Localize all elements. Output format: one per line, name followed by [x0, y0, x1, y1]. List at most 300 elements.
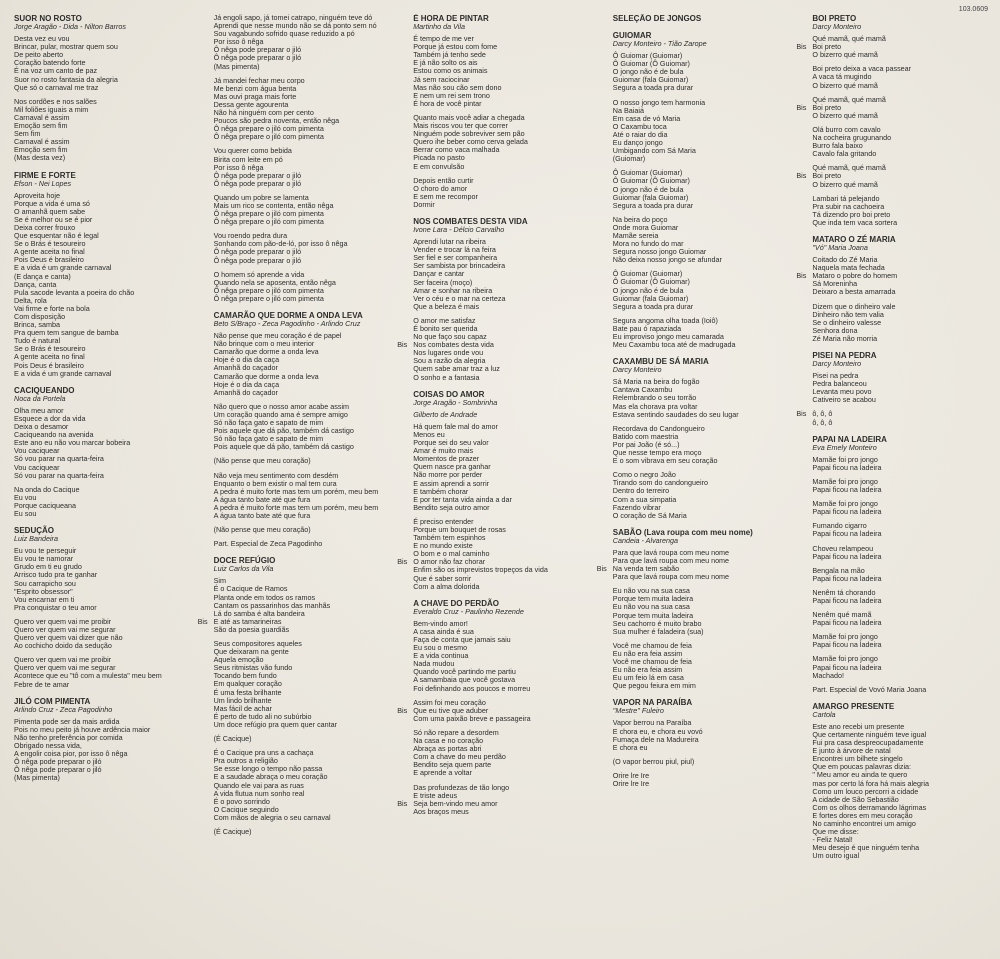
- lyric-line: Aos braços meus: [413, 806, 469, 816]
- lyric-line: Mamãe foi pro jongo: [812, 454, 878, 464]
- column-3: [397, 14, 587, 953]
- song-credits: Everaldo Cruz - Paulinho Rezende: [413, 606, 524, 616]
- lyric-line: Pois no meu peito já houve ardência maior: [14, 724, 151, 734]
- stanza: [413, 238, 587, 311]
- lyric-line: Febre de te amar: [14, 679, 70, 689]
- bis-marker: Bis: [397, 557, 408, 567]
- lyric-line: É na voz um canto de paz: [14, 66, 98, 76]
- lyric-line: Tocando bem fundo: [213, 671, 277, 681]
- lyric-line: Cantava Caxambu: [612, 385, 673, 395]
- lyric-line: Com os olhos derramando lágrimas: [812, 802, 927, 812]
- song-block: [596, 527, 787, 691]
- lyric-line: Não morre por perder: [413, 470, 483, 480]
- lyric-line: Deixa correr frouxo: [14, 222, 76, 232]
- song-block: [14, 526, 188, 689]
- stanza: [397, 697, 587, 723]
- stanza: [812, 500, 986, 516]
- lyric-line: A vaca tá mugindo: [812, 72, 872, 82]
- lyric-line: É o povo sorrindo: [213, 796, 270, 806]
- lyric-line: Pula sacode levanta a poeira do chão: [14, 287, 135, 297]
- lyric-line: É bonito ser querida: [413, 324, 478, 333]
- lyric-line: Qué mamã, qué mamã: [812, 163, 886, 173]
- bis-marker: Bis: [197, 616, 208, 626]
- lyric-line: É o Cacique pra uns a cachaça: [213, 748, 314, 758]
- lyric-line: (Mas pimenta): [14, 773, 60, 783]
- lyric-line: Aproveita hoje: [14, 190, 60, 200]
- lyric-line: Ô nêga pode preparar o jiló: [213, 170, 302, 180]
- lyric-line: Nenêm qué mamã: [812, 610, 872, 620]
- lyric-line: Seus ritmistas vão fundo: [213, 663, 293, 673]
- stanza: [812, 372, 986, 404]
- stanza: [14, 486, 188, 518]
- stanza: [214, 457, 388, 465]
- lyric-line: Fui pra casa despreocupadamente: [812, 738, 924, 748]
- lyric-line: Ô nêga pode preparar o jiló: [213, 53, 302, 63]
- lyric-line: Ser sambista por brincadeira: [413, 261, 506, 271]
- stanza: [812, 126, 986, 158]
- lyric-line: O coração de Sá Maria: [612, 510, 687, 520]
- song-credits: "Mestre" Fuleiro: [612, 706, 664, 716]
- lyric-line: Bengala na mão: [812, 565, 865, 575]
- stanza: [812, 611, 986, 627]
- lyric-line: Assim foi meu coração: [413, 697, 486, 707]
- song-title: FIRME E FORTE: [14, 170, 76, 180]
- lyric-line: Ao cochicho doido da sedução: [14, 641, 112, 651]
- lyric-line: E a vida é um grande carnaval: [14, 263, 112, 273]
- lyric-line: Coração batendo forte: [14, 58, 86, 68]
- lyric-line: Por isso ô nêga: [213, 162, 264, 172]
- lyric-line: Não brinque com o meu interior: [213, 339, 315, 349]
- lyric-line: Pisei na pedra: [812, 371, 859, 381]
- lyric-line: Que esquentar não é legal: [14, 231, 99, 241]
- lyric-line: Pimenta pode ser da mais ardida: [14, 716, 120, 726]
- lyric-line: Amar é muito mais: [413, 446, 474, 456]
- stanza: [397, 782, 587, 816]
- lyric-line: Picada no pasto: [413, 153, 465, 163]
- lyric-line: Bis Nos combates desta vida: [397, 340, 494, 350]
- lyric-line: Lambari tá pelejando: [812, 193, 880, 203]
- lyric-line: Bis Boi preto: [796, 171, 842, 181]
- lyric-line: Como um louco percorri a cidade: [812, 786, 919, 796]
- lyric-line: (Mas pimenta): [213, 61, 260, 71]
- lyric-line: Enfim são os imprevistos tropeços da vida: [413, 565, 548, 575]
- song-block: [397, 216, 587, 382]
- lyric-line: Birita com leite em pó: [213, 154, 283, 164]
- lyric-line: Sou carrapicho sou: [14, 578, 76, 588]
- song-credits: Jorge Aragão - Dida - Nilton Barros: [14, 22, 126, 31]
- lyric-line: Em casa de vó Maria: [612, 113, 681, 123]
- lyric-line: Só não faça gato e sapato de mim: [213, 434, 324, 444]
- song-credits: Arlindo Cruz - Zeca Pagodinho: [14, 704, 113, 714]
- lyric-line: Papai ficou na ladeira: [812, 529, 882, 539]
- stanza: [397, 315, 587, 382]
- lyric-line: Na beira do poço: [612, 214, 668, 224]
- stanza: [596, 547, 787, 582]
- lyric-line: Um outro igual: [812, 851, 860, 861]
- lyric-line: Pra conquistar o teu amor: [14, 602, 97, 612]
- lyric-line: Sua mulher é faladeira (sua): [612, 626, 704, 636]
- lyric-line: Na cocheira grugunando: [812, 133, 892, 143]
- lyric-line: O choro do amor: [413, 183, 468, 193]
- lyric-line: Porque tem muita ladeira: [612, 594, 694, 604]
- lyric-line: Olha meu amor: [14, 405, 64, 415]
- stanza: [14, 407, 188, 480]
- lyric-line: Ô nêga pode preparar o jiló: [213, 45, 302, 55]
- song-title: CACIQUEANDO: [14, 385, 75, 395]
- lyric-line: Que só o carnaval me traz: [14, 82, 99, 92]
- lyric-line: Hoje é o dia da caça: [213, 355, 280, 365]
- lyric-line: Ô nêga prepare o jiló com pimenta: [213, 124, 324, 134]
- lyric-line: Há quem fale mal do amor: [413, 421, 498, 431]
- lyric-line: Ô Guiomar (Ô Guiomar): [612, 176, 690, 186]
- lyric-line: Olá burro com cavalo: [812, 124, 881, 134]
- lyric-line: Um coração quando ama é sempre amigo: [213, 409, 348, 419]
- lyric-line: O bom e o mal caminho: [413, 549, 490, 559]
- lyric-line: Grudo em ti eu grudo: [14, 562, 82, 572]
- song-title: PISEI NA PEDRA: [812, 351, 877, 360]
- stanza: [613, 772, 787, 788]
- lyric-line: Esquece a dor da vida: [14, 413, 86, 423]
- lyric-line: Porque tem muita ladeira: [612, 610, 694, 620]
- lyric-line: Eu sou o mesmo: [413, 643, 468, 653]
- bis-marker: Bis: [397, 705, 408, 715]
- lyric-line: Que me disse:: [812, 827, 859, 837]
- stanza: [812, 195, 986, 227]
- lyric-line: Na onda do Cacique: [14, 484, 80, 494]
- stanza: [796, 163, 986, 189]
- song-block: [397, 598, 587, 816]
- lyric-line: Zé Maria não morria: [812, 333, 878, 343]
- song-block: [613, 14, 787, 23]
- lyric-line: Até o raiar do dia: [612, 129, 668, 139]
- column-1: [14, 14, 188, 953]
- lyric-line: De peito aberto: [14, 50, 64, 60]
- lyric-line: Quero ver quem vai me proibir: [14, 655, 112, 665]
- stanza: [214, 271, 388, 303]
- lyric-line: O homem só aprende a vida: [213, 269, 305, 279]
- song-credits: Candeia - Alvarenga: [612, 535, 679, 545]
- lyric-line: Vou caciquear: [14, 446, 60, 456]
- lyric-line: Qué mamã, qué mamã: [812, 34, 886, 44]
- lyric-line: Poucos são pedra noventa, então nêga: [213, 116, 340, 126]
- lyric-line: E sem me recompor: [413, 191, 478, 201]
- lyric-line: Mais um rico se contenta, então nêga: [213, 200, 334, 210]
- song-block: [14, 386, 188, 518]
- lyric-line: Senhora dona: [812, 325, 858, 335]
- lyric-line: Só vou parar na quarta-feira: [14, 454, 104, 464]
- lyric-line: Me benzi com água benta: [213, 83, 297, 93]
- lyric-line: Papai ficou na ladeira: [812, 485, 882, 495]
- lyric-line: Que em poucas palavras dizia:: [812, 762, 912, 772]
- song-title: PAPAI NA LADEIRA: [812, 434, 887, 444]
- lyric-line: E a vida é um grande carnaval: [14, 368, 112, 378]
- lyric-line: E junto à árvore de natal: [812, 746, 891, 756]
- lyric-line: Berrar como vaca malhada: [413, 145, 500, 155]
- stanza: [214, 472, 388, 521]
- stanza: [14, 718, 188, 783]
- lyric-line: É uma festa brilhante: [213, 687, 282, 697]
- lyric-line: Estava sentindo saudades do seu lugar: [612, 409, 739, 419]
- lyric-line: Ô nêga pode preparar o jiló: [14, 757, 102, 767]
- song-block: [397, 389, 587, 591]
- lyric-line: Também já tenho sede: [413, 50, 486, 60]
- lyric-line: Pois aquele que dá pão, também dá castigo: [213, 426, 354, 436]
- lyric-line: (Não pense que meu coração): [213, 456, 311, 466]
- lyric-line: Machado!: [812, 670, 844, 680]
- lyric-line: Mas não sou cão sem dono: [413, 82, 502, 92]
- lyric-line: Choveu relampeou: [812, 543, 874, 553]
- lyric-line: Que a beleza é mais: [413, 301, 480, 311]
- lyric-line: Seu cachorro é muito brabo: [612, 618, 702, 628]
- lyric-line: Se esse longo o tempo não passa: [213, 764, 323, 774]
- song-block: [14, 14, 188, 163]
- lyric-line: São da poesia guardiãs: [213, 624, 290, 634]
- lyric-line: Que certamente ninguém teve igual: [812, 730, 927, 739]
- lyric-line: Segura a toada pra durar: [612, 200, 694, 210]
- lyric-line: (O vapor berrou piul, piul): [612, 756, 695, 766]
- lyric-line: Nos lugares onde vou: [413, 348, 484, 358]
- lyric-line: Que é saber sorrir: [413, 573, 472, 583]
- stanza: [812, 655, 986, 679]
- lyric-line: O nosso jongo tem harmonia: [612, 97, 706, 107]
- lyric-line: Bendito seja quem parte: [413, 760, 492, 770]
- lyric-line: Pedra balanceou: [812, 379, 867, 389]
- stanza: [214, 194, 388, 226]
- lyric-line: A gente aceita no final: [14, 352, 85, 362]
- lyric-line: O bizerro qué mamã: [812, 110, 878, 120]
- lyric-line: O jongo não é de bula: [612, 285, 684, 295]
- lyric-line: Encontrei um bilhete singelo: [812, 754, 903, 764]
- lyric-line: Amanhã do caçador: [213, 363, 278, 373]
- stanza: [397, 516, 587, 591]
- lyric-line: Segura a toada pra durar: [612, 83, 694, 93]
- song-title: É HORA DE PINTAR: [413, 14, 489, 23]
- song-title: CAMARÃO QUE DORME A ONDA LEVA: [213, 311, 363, 320]
- lyric-line: Já engoli sapo, já tomei catrapo, ninguém teve dó: [213, 14, 373, 22]
- lyric-line: Desta vez eu vou: [14, 34, 70, 44]
- lyric-line: Delta, rola: [14, 295, 47, 305]
- lyric-line: Pra subir na cachoeira: [812, 201, 885, 211]
- lyric-line: A gente aceita no final: [14, 247, 85, 257]
- lyric-line: Tudo é natural: [14, 336, 61, 346]
- lyric-line: Quando nela se aposenta, então nêga: [213, 277, 336, 287]
- lyric-line: Por pai João (é só...): [612, 439, 680, 449]
- song-block: [613, 357, 787, 520]
- lyric-line: Eu vou te perseguir: [14, 546, 77, 556]
- lyric-line: Nenêm tá chorando: [812, 587, 876, 597]
- song-block: [812, 435, 986, 694]
- stanza: [613, 642, 787, 691]
- song-title: MATARO O ZÉ MARIA: [812, 234, 896, 244]
- lyric-line: Este ano recebi um presente: [812, 721, 905, 731]
- lyric-line: Com mãos de alegria o seu carnaval: [213, 812, 331, 822]
- lyric-line: Ô nêga pode preparar o jiló: [213, 255, 302, 265]
- lyric-line: Naquela mata fechada: [812, 263, 885, 273]
- song-credits: Darcy Monteiro: [612, 365, 662, 375]
- stanza: [613, 758, 787, 766]
- lyric-line: Se é melhor ou se é pior: [14, 214, 93, 224]
- song-title: A CHAVE DO PERDÃO: [413, 598, 499, 608]
- stanza: [812, 633, 986, 649]
- lyric-line: Quero ver quem vai dizer que não: [14, 633, 123, 643]
- lyric-line: Eu improviso jongo meu camarada: [612, 332, 724, 341]
- stanza: [14, 35, 188, 92]
- lyric-line: E assim aprendi a sorrir: [413, 478, 490, 488]
- lyric-line: Sem fim: [14, 129, 41, 139]
- stanza: [14, 547, 188, 612]
- lyric-line: Sá Moreninha: [812, 279, 858, 289]
- lyric-line: O jongo não é de bula: [612, 67, 684, 77]
- lyric-line: Este ano eu não vou marcar bobeira: [14, 438, 131, 448]
- lyric-line: Vapor berrou na Paraíba: [612, 718, 692, 728]
- stanza: [812, 65, 986, 89]
- song-credits: Jorge Aragão - Sombrinha: [413, 397, 498, 407]
- song-credits-extra: Gilberto de Andrade: [413, 409, 478, 419]
- lyric-line: Sou a razão da alegria: [413, 356, 486, 366]
- lyric-line: Quero ver quem vai me segurar: [14, 625, 116, 634]
- lyric-line: Mais riscos vou ter que correr: [413, 121, 508, 131]
- lyric-line: mas por certo lá fora há mais alegria: [812, 778, 930, 788]
- lyric-line: E triste adeus: [413, 790, 458, 800]
- stanza: [812, 723, 986, 861]
- song-credits: Beto S/Braço - Zeca Pagodinho - Arlindo Cruz: [213, 319, 361, 328]
- song-title: CAXAMBU DE SÁ MARIA: [612, 357, 709, 367]
- lyric-line: Aprendi que nesse mundo não se dá ponto sem nó: [213, 21, 377, 31]
- song-credits: Cartola: [812, 709, 836, 719]
- lyric-line: Ô nêga prepare o jiló com pimenta: [213, 209, 324, 219]
- column-2: [198, 14, 388, 953]
- song-title: BOI PRETO: [812, 14, 857, 23]
- lyric-line: Um lindo brilhante: [213, 695, 272, 705]
- lyric-line: E chora eu, e chora eu vovó: [612, 726, 703, 736]
- lyric-line: Eu não era feia assim: [612, 648, 683, 658]
- lyric-line: Arrisco tudo pra te ganhar: [14, 570, 98, 580]
- lyric-line: Guiomar (fala Guiomar): [612, 293, 689, 303]
- lyric-line: A cidade de São Sebastião: [812, 794, 899, 804]
- stanza: [812, 456, 986, 472]
- stanza: [214, 640, 388, 729]
- lyric-line: Nos cordões e nos salões: [14, 96, 97, 106]
- stanza: [613, 169, 787, 209]
- song-title: AMARGO PRESENTE: [812, 701, 895, 711]
- stanza: [796, 409, 986, 427]
- lyric-line: Para que lavá roupa com meu nome: [612, 547, 730, 557]
- lyric-line: Sonhando com pão-de-ló, por isso ô nêga: [213, 239, 348, 249]
- lyric-line: Mora no fundo do mar: [612, 239, 684, 249]
- lyric-line: (E dança e canta): [14, 271, 71, 281]
- lyric-line: Não quero que o nosso amor acabe assim: [213, 401, 350, 411]
- stanza: [14, 98, 188, 163]
- lyric-line: O amor me satisfaz: [413, 315, 476, 325]
- stanza: [413, 177, 587, 209]
- lyric-line: Das profundezas de tão longo: [413, 782, 510, 792]
- stanza: [214, 232, 388, 264]
- lyric-line: ô, ô, ô: [812, 417, 833, 427]
- song-credits: Efson - Nei Lopes: [14, 178, 72, 188]
- stanza: [613, 216, 787, 265]
- lyric-line: Com a chave do meu perdão: [413, 752, 506, 762]
- lyric-line: Você me chamou de feia: [612, 640, 692, 650]
- stanza: [613, 52, 787, 92]
- stanza: [214, 540, 388, 548]
- lyric-line: Ô Guiomar (Guiomar): [612, 51, 683, 61]
- stanza: [613, 270, 787, 310]
- lyric-line: Sá Maria na beira do fogão: [612, 377, 700, 387]
- song-block: [197, 556, 388, 836]
- lyric-line: O bizerro qué mamã: [812, 80, 878, 90]
- lyric-line: Segura nosso jongo Guiomar: [612, 247, 707, 257]
- lyric-line: Eu não vou na sua casa: [612, 586, 690, 596]
- stanza: [613, 471, 787, 520]
- lyric-line: Papai ficou na ladeira: [812, 551, 882, 561]
- lyric-line: Papai ficou na ladeira: [812, 595, 882, 605]
- stanza: [214, 403, 388, 452]
- lyric-line: Vou caciquear: [14, 462, 60, 472]
- lyric-line: Enquanto o bem existir o mal tem cura: [213, 478, 337, 488]
- lyric-line: Mas ela chorava pra voltar: [612, 401, 698, 411]
- lyric-line: Batido com maestria: [612, 431, 679, 441]
- lyric-line: Porque já estou com fome: [413, 42, 498, 52]
- lyric-line: Amanhã do caçador: [213, 387, 278, 397]
- lyric-line: Ô nêga prepare o jiló com pimenta: [213, 293, 324, 303]
- lyric-line: Levanta meu povo: [812, 387, 872, 397]
- lyric-line: E a saudade abraça o meu coração: [213, 772, 328, 782]
- lyric-line: Ô nêga prepare o jiló com pimenta: [213, 217, 324, 227]
- stanza: [197, 576, 388, 634]
- song-credits: Ivone Lara - Délcio Carvalho: [413, 224, 505, 234]
- lyric-line: Ô nêga pode preparar o jiló: [213, 247, 302, 257]
- stanza: [613, 99, 787, 164]
- lyric-line: Camarão que dorme a onda leva: [213, 347, 319, 357]
- lyric-line: Guiomar (fala Guiomar): [612, 192, 689, 202]
- lyric-line: O Cacique seguindo: [213, 804, 279, 814]
- lyric-line: Bis Seja bem-vindo meu amor: [397, 798, 498, 808]
- lyric-line: Mamãe foi pro jongo: [812, 499, 878, 509]
- lyric-line: Eu um feio lá em casa: [612, 673, 684, 683]
- lyric-line: Eu não era feia assim: [612, 665, 683, 675]
- lyric-line: Mas fácil de achar: [213, 703, 272, 713]
- lyric-line: Já mandei fechar meu corpo: [213, 75, 305, 85]
- lyric-line: Brincar, pular, mostrar quem sou: [14, 42, 118, 52]
- lyric-line: Carnaval é assim: [14, 137, 70, 147]
- lyric-line: Papai ficou na ladeira: [812, 618, 882, 628]
- lyric-line: Mamãe foi pro jongo: [812, 632, 878, 642]
- lyric-line: Bis Na venda tem sabão: [596, 564, 680, 574]
- lyric-line: É hora de você pintar: [413, 98, 482, 108]
- lyric-line: Em qualquer coração: [213, 679, 282, 689]
- lyric-line: Cantam os passarinhos das manhãs: [213, 600, 331, 610]
- lyric-line: O sonho e a fantasia: [413, 372, 480, 382]
- song-block: [14, 697, 188, 783]
- lyric-line: Eu sou: [14, 508, 37, 518]
- lyric-line: Onde mora Guiomar: [612, 222, 679, 232]
- stanza: [812, 567, 986, 583]
- stanza: [214, 147, 388, 187]
- song-block: [214, 311, 388, 548]
- lyric-line: Não pense que meu coração é de papel: [213, 331, 342, 341]
- lyric-line: Não há ninguém com per cento: [213, 108, 314, 118]
- lyric-line: (Mas desta vez): [14, 153, 66, 163]
- lyric-line: Se o Brás é tesoureiro: [14, 239, 86, 249]
- stanza: [214, 749, 388, 822]
- lyric-line: Deixaro a besta amarrada: [812, 287, 896, 297]
- lyric-line: Aprendi lutar na ribeira: [413, 237, 486, 247]
- bis-marker: Bis: [397, 798, 408, 808]
- lyric-line: Papai ficou na ladeira: [812, 462, 882, 472]
- song-title: NOS COMBATES DESTA VIDA: [413, 216, 528, 226]
- lyric-line: E o som vibrava em seu coração: [612, 456, 718, 466]
- lyric-line: Com disposição: [14, 312, 66, 321]
